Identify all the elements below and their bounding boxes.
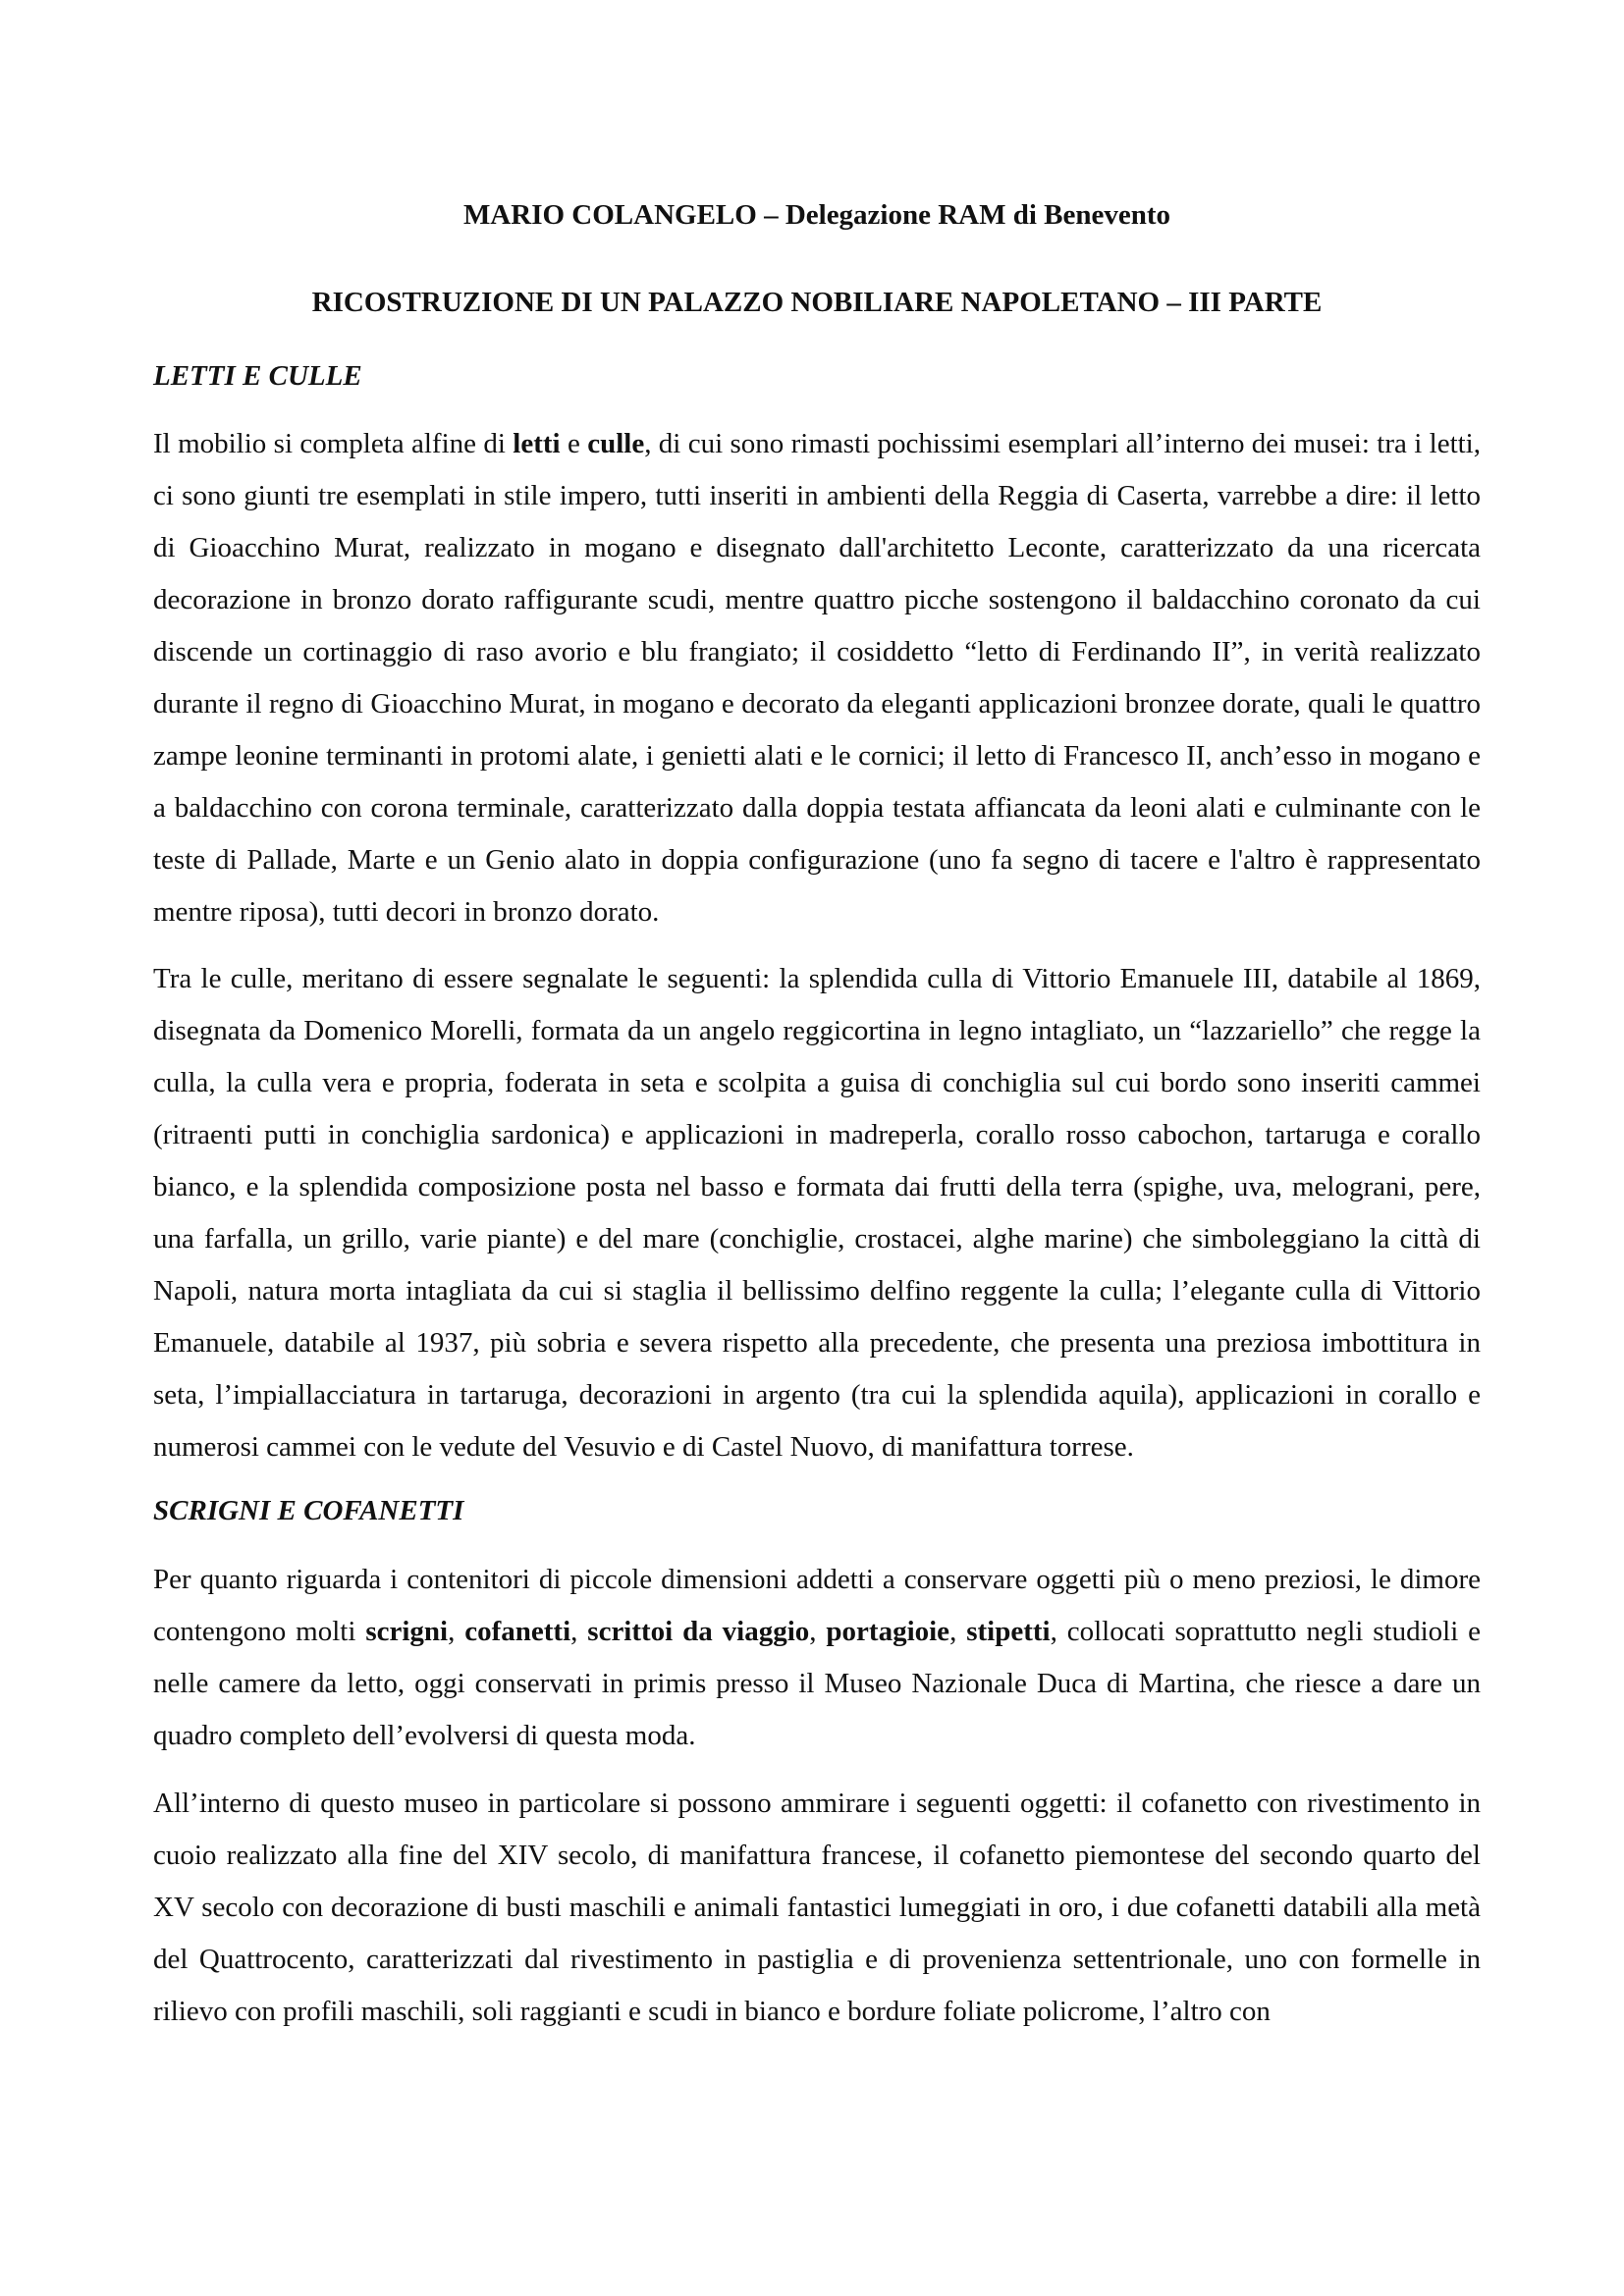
- text-run: ,: [809, 1616, 827, 1647]
- bold-term-scrigni: scrigni: [365, 1616, 449, 1647]
- text-run: , collocati soprattutto negli studioli e nelle camere da letto, oggi conservati in primis presso il Museo Nazionale Duca di Martina, che riesce a dare un quadro completo dell’evolversi di questa moda.: [153, 1616, 1482, 1751]
- section-heading-scrigni-e-cofanetti: SCRIGNI E COFANETTI: [153, 1495, 464, 1526]
- section-heading-letti-e-culle: LETTI E CULLE: [153, 360, 362, 392]
- bold-term-stipetti: stipetti: [966, 1616, 1051, 1647]
- bold-term-scrittoi: scrittoi da viaggio: [587, 1616, 810, 1647]
- document-page: [153, 187, 1481, 2038]
- text-run: e: [560, 428, 588, 459]
- text-run: Il mobilio si completa alfine di: [153, 428, 514, 459]
- bold-term-cofanetti: cofanetti: [464, 1616, 571, 1647]
- paragraph-museo: All’interno di questo museo in particolare si possono ammirare i seguenti oggetti: il cofanetto con rivestimento in cuoio realizzato alla fine del XIV secolo, di manifattura francese, il cofanetto piemontese del secondo quarto del XV secolo con decorazione di busti maschili e animali fantastici lumeggiati in oro, i due cofanetti databili alla metà del Quattrocento, caratterizzati dal rivestimento in pastiglia e di provenienza settentrionale, uno con formelle in rilievo con profili maschili, soli raggianti e scudi in bianco e bordure foliate policrome, l’altro con: [153, 1788, 1481, 2027]
- paragraph-contenitori: [153, 1554, 1481, 1762]
- text-run: ,: [949, 1616, 967, 1647]
- document-title: MARIO COLANGELO – Delegazione RAM di Benevento: [462, 199, 1171, 231]
- text-run: ,: [448, 1616, 465, 1647]
- paragraph-culle: Tra le culle, meritano di essere segnalate le seguenti: la splendida culla di Vittorio Emanuele III, databile al 1869, disegnata da Domenico Morelli, formata da un angelo reggicortina in legno intagliato, un “lazzariello” che regge la culla, la culla vera e propria, foderata in seta e scolpita a guisa di conchiglia sul cui bordo sono inseriti cammei (ritraenti putti in conchiglia sardonica) e applicazioni in madreperla, corallo rosso cabochon, tartaruga e corallo bianco, e la splendida composizione posta nel basso e formata dai frutti della terra (spighe, uva, melograni, pere, una farfalla, un grillo, varie piante) e del mare (conchiglie, crostacei, alghe marine) che simboleggiano la città di Napoli, natura morta intagliata da cui si staglia il bellissimo delfino reggente la culla; l’elegante culla di Vittorio Emanuele, databile al 1937, più sobria e severa rispetto alla precedente, che presenta una preziosa imbottitura in seta, l’impiallacciatura in tartaruga, decorazioni in argento (tra cui la splendida aquila), applicazioni in corallo e numerosi cammei con le vedute del Vesuvio e di Castel Nuovo, di manifattura torrese.: [153, 963, 1481, 1463]
- text-run: Per quanto riguarda i contenitori di piccole dimensioni addetti a conservare oggetti più o meno preziosi, le dimore contengono molti: [153, 1564, 1481, 1647]
- bold-term-culle: culle: [587, 428, 645, 459]
- text-run: ,: [570, 1616, 588, 1647]
- text-run: , di cui sono rimasti pochissimi esemplari all’interno dei musei: tra i letti, ci sono giunti tre esemplati in stile impero, tutti inseriti in ambienti della Reggia di Caserta, varrebbe a dire: il letto di Gioacchino Murat, realizzato in mogano e disegnato dall'architetto Leconte, caratterizzato da una ricercata decorazione in bronzo dorato raffigurante scudi, mentre quattro picche sostengono il baldacchino coronato da cui discende un cortinaggio di raso avorio e blu frangiato; il cosiddetto “letto di Ferdinando II”, in verità realizzato durante il regno di Gioacchino Murat, in mogano e decorato da eleganti applicazioni bronzee dorate, quali le quattro zampe leonine terminanti in protomi alate, i genietti alati e le cornici; il letto di Francesco II, anch’esso in mogano e a baldacchino con corona terminale, caratterizzato dalla doppia testata affiancata da leoni alati e culminante con le teste di Pallade, Marte e un Genio alato in doppia configurazione (uno fa segno di tacere e l'altro è rappresentato mentre riposa), tutti decori in bronzo dorato.: [153, 428, 1481, 928]
- bold-term-letti: letti: [513, 428, 561, 459]
- paragraph-letti: [153, 418, 1481, 938]
- document-subtitle: RICOSTRUZIONE DI UN PALAZZO NOBILIARE NAPOLETANO – III PARTE: [311, 287, 1323, 318]
- bold-term-portagioie: portagioie: [826, 1616, 950, 1647]
